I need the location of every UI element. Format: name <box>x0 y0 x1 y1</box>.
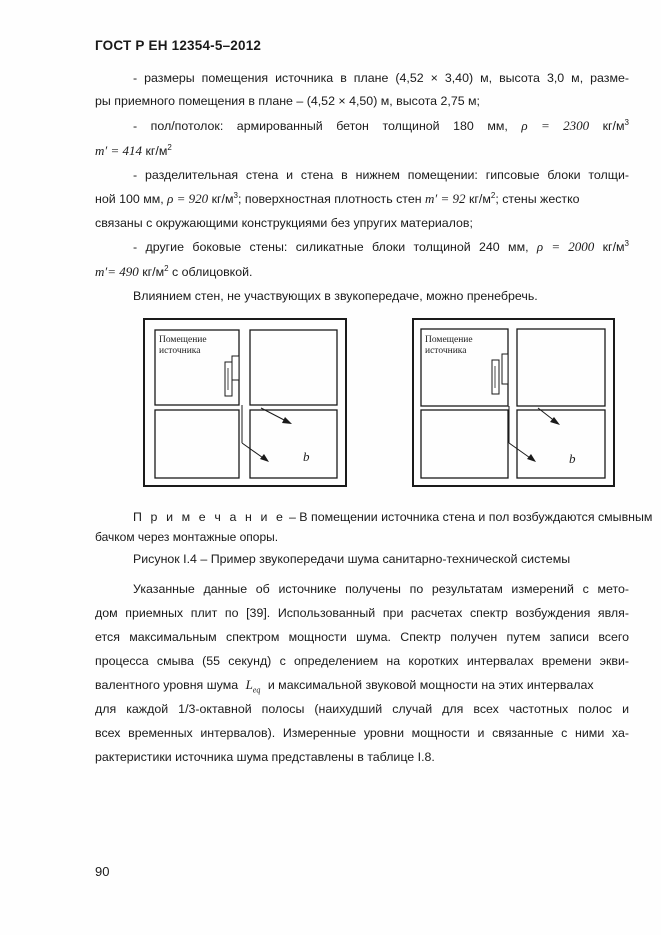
paragraph-line3: ется максимальным спектром мощности шума. Спектр получен путем записи всего <box>95 630 629 644</box>
figure-right <box>412 318 615 487</box>
unit-superscript: 3 <box>624 117 629 127</box>
side-walls-text: - другие боковые стены: силикатные блоки толщиной 240 мм, <box>133 240 537 254</box>
mounting-support <box>502 354 508 384</box>
figure-left <box>143 318 347 487</box>
page-number: 90 <box>95 864 110 879</box>
unit-superscript: 2 <box>164 263 169 273</box>
paragraph-line5-start: валентного уровня шума <box>95 678 242 692</box>
leq-subscript: eq <box>252 685 261 695</box>
partition-text-2: ; поверхностная плотность стен <box>237 192 426 206</box>
lower-left-room <box>421 410 508 478</box>
receiver-letter-b: b <box>569 451 576 466</box>
paragraph-line6: для каждой 1/3-октавной полосы (наихудший случай для всех частотных полос и <box>95 702 629 716</box>
note-label: П р и м е ч а н и е <box>133 510 286 524</box>
floor-text: - пол/потолок: армированный бетон толщиной 180 мм, <box>133 119 508 133</box>
floor-unit: кг/м <box>589 119 625 133</box>
side-walls-unit: кг/м <box>594 240 625 254</box>
flush-cistern <box>492 360 499 394</box>
unit-superscript: 3 <box>233 190 238 200</box>
partition-text: ной 100 мм, <box>95 192 168 206</box>
figure-note-line2: бачком через монтажные опоры. <box>95 530 279 544</box>
unit-superscript: 2 <box>490 190 496 200</box>
paragraph-line5 <box>95 677 629 699</box>
figure-caption: Рисунок I.4 – Пример звукопередачи шума санитарно-технической системы <box>133 552 571 566</box>
room-label-line2: источника <box>425 346 467 356</box>
side-walls-density: ρ = 2000 <box>536 239 595 254</box>
paragraph-line7: всех временных интервалов). Измеренные уровни мощности и связанные с ними ха- <box>95 726 629 740</box>
note-text: – В помещении источника стена и пол возбуждаются смывным <box>285 510 653 524</box>
partition-text-3: ; стены жестко <box>495 192 580 206</box>
floor-surface-unit: кг/м <box>142 144 168 158</box>
partition-density: ρ = 920 <box>167 191 209 206</box>
paragraph-line4: процесса смыва (55 секунд) с определением на коротких интервалах времени экви- <box>95 654 629 668</box>
floor-density: ρ = 2300 <box>521 118 590 133</box>
paragraph-line5-end: и максимальной звуковой мощности на этих интервалах <box>267 678 594 692</box>
bullet-side-walls-line1 <box>91 239 629 255</box>
leq-symbol <box>245 677 261 695</box>
bullet-partition-line2 <box>95 191 629 207</box>
neglect-statement: Влиянием стен, не участвующих в звукопередаче, можно пренебречь. <box>133 289 538 303</box>
side-walls-text-2: с облицовкой. <box>168 265 253 279</box>
leq-letter: L <box>245 677 253 692</box>
unit-superscript: 2 <box>167 142 172 152</box>
bullet-partition-line1: - разделительная стена и стена в нижнем помещении: гипсовые блоки толщи- <box>133 168 629 182</box>
unit-superscript: 3 <box>624 238 629 248</box>
bullet-floor-line2 <box>95 143 629 159</box>
floor-surface-mass: m′ = 414 <box>95 143 143 158</box>
lower-left-room <box>155 410 239 478</box>
mounting-support <box>232 356 239 380</box>
upper-right-room <box>250 330 337 405</box>
paragraph-line8: рактеристики источника шума представлены в таблице I.8. <box>95 750 435 764</box>
bullet-partition-line3: связаны с окружающими конструкциями без упругих материалов; <box>95 216 473 230</box>
document-header: ГОСТ Р ЕН 12354-5–2012 <box>95 38 262 53</box>
bullet-room-sizes-line2: ры приемного помещения в плане – (4,52 × 4,50) м, высота 2,75 м; <box>95 94 481 108</box>
bullet-room-sizes-line1: - размеры помещения источника в плане (4,52 × 3,40) м, высота 3,0 м, разме- <box>133 71 629 85</box>
receiver-letter-b: b <box>303 449 310 464</box>
bullet-side-walls-line2 <box>95 264 629 280</box>
partition-surface-mass: m′ = 92 <box>425 191 466 206</box>
partition-unit: кг/м <box>208 192 234 206</box>
room-label-line1: Помещение <box>425 335 473 345</box>
room-label-line2: источника <box>159 346 201 356</box>
paragraph-line2: дом приемных плит по [39]. Использованный при расчетах спектр возбуждения явля- <box>95 606 629 620</box>
side-walls-surface-unit: кг/м <box>138 265 165 279</box>
upper-right-room <box>517 329 605 406</box>
paragraph-line1: Указанные данные об источнике получены по результатам измерений с мето- <box>133 582 629 596</box>
bullet-floor-line1 <box>95 118 629 134</box>
side-walls-surface-mass: m′= 490 <box>95 264 139 279</box>
room-label-line1: Помещение <box>159 335 207 345</box>
flush-cistern <box>225 362 232 396</box>
partition-surface-unit: кг/м <box>465 192 491 206</box>
receiving-room <box>250 410 337 478</box>
figure-note-line1 <box>133 509 653 525</box>
receiving-room <box>517 410 605 478</box>
